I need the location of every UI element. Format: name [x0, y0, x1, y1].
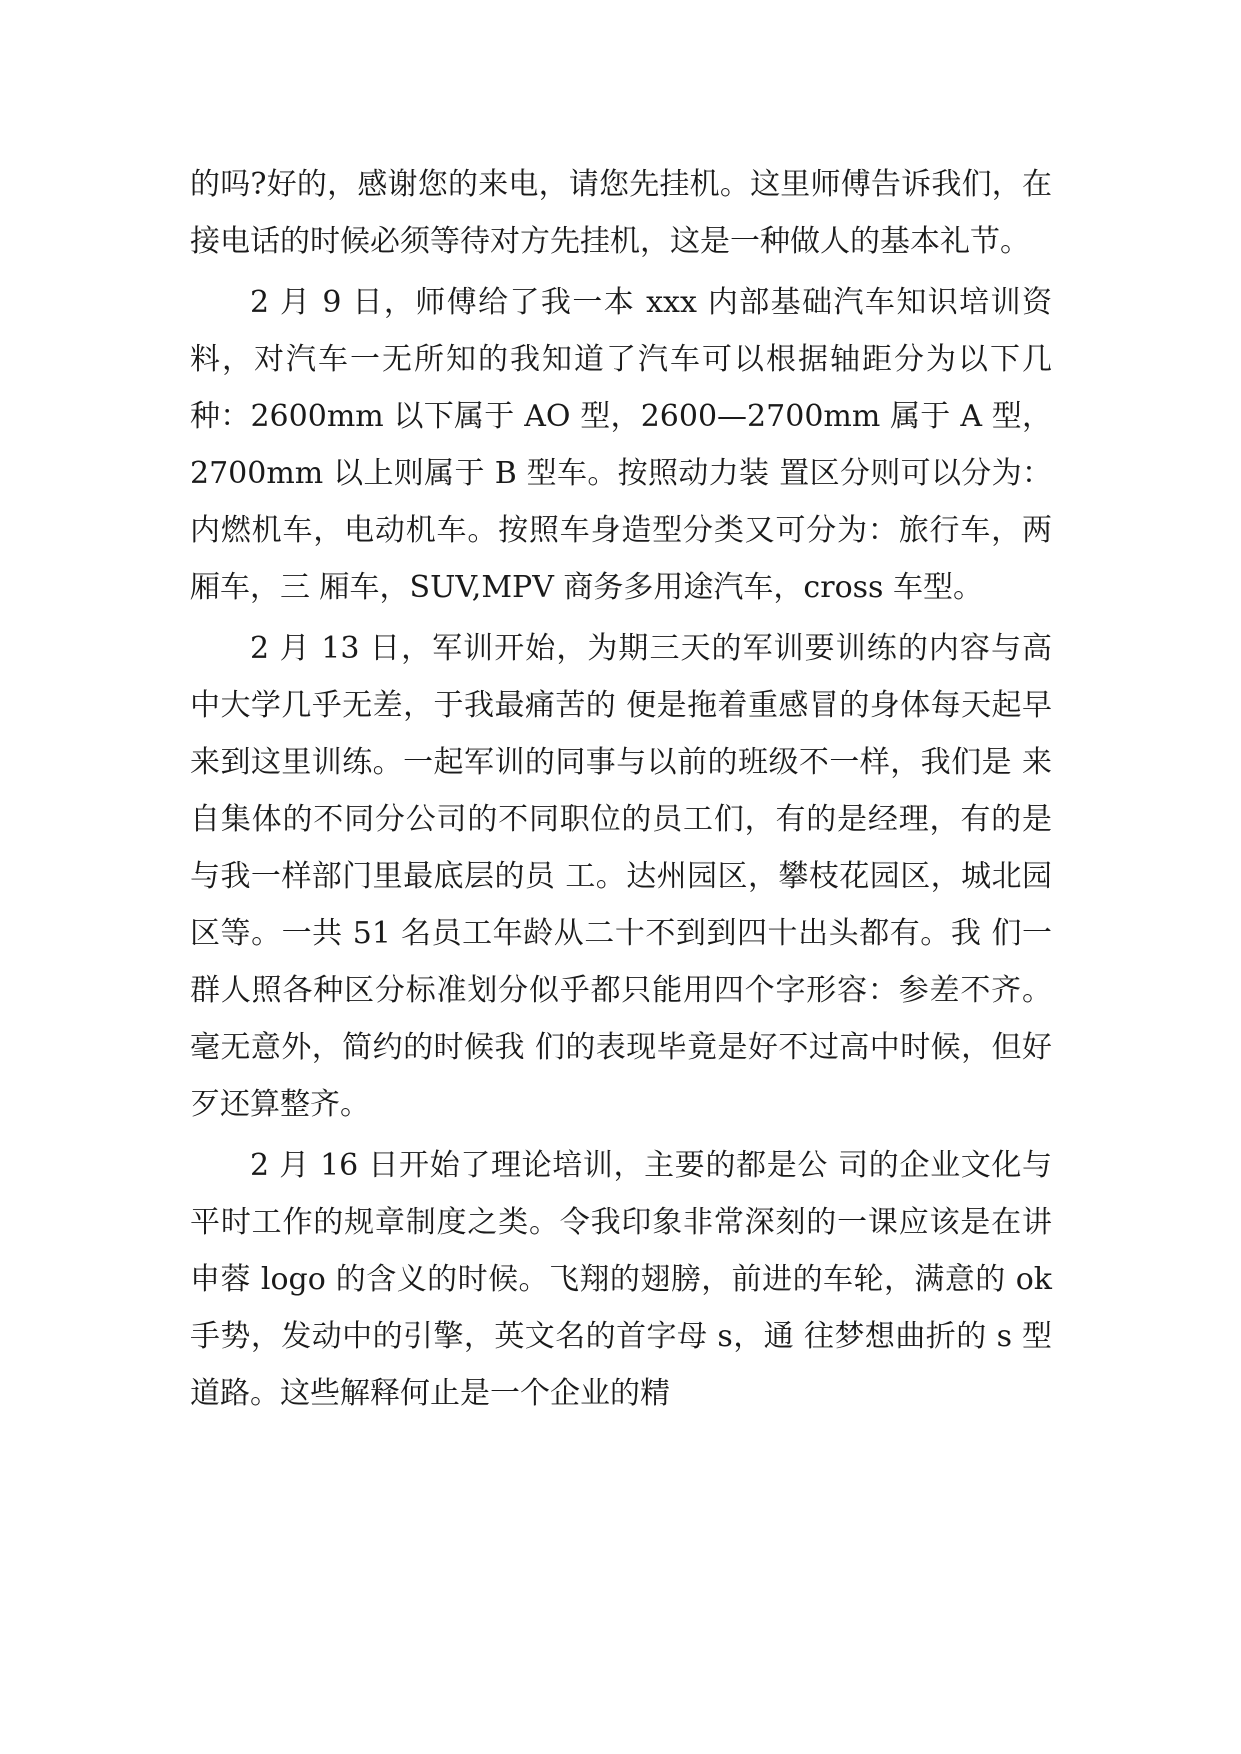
paragraph-2: 2 月 9 日，师傅给了我一本 xxx 内部基础汽车知识培训资料，对汽车一无所知的我知道了汽车可以根据轴距分为以下几种：2600mm 以下属于 AO 型，2600—2700mm 属于 A 型，2700mm 以上则属于 B 型车。按照动力装 置区分则可以分为：内燃机车，电动机车。按照车身造型分类又可分为：旅行车，两厢车，三 厢车，SUV,MPV 商务多用途汽车，cross 车型。: [190, 285, 1052, 605]
paragraph-4: 2 月 16 日开始了理论培训，主要的都是公 司的企业文化与平时工作的规章制度之类。令我印象非常深刻的一课应该是在讲申蓉 logo 的含义的时候。飞翔的翅膀，前进的车轮，满意的 ok 手势，发动中的引擎，英文名的首字母 s，通 往梦想曲折的 s 型道路。这些解释何止是一个企业的精: [190, 1148, 1052, 1411]
document-body: [190, 156, 1052, 1426]
paragraph-3: 2 月 13 日，军训开始，为期三天的军训要训练的内容与高中大学几乎无差，于我最痛苦的 便是拖着重感冒的身体每天起早来到这里训练。一起军训的同事与以前的班级不一样，我们是 来自集体的不同分公司的不同职位的员工们，有的是经理，有的是与我一样部门里最底层的员 工。达州园区，攀枝花园区，城北园区等。一共 51 名员工年龄从二十不到到四十出头都有。我 们一群人照各种区分标准划分似乎都只能用四个字形容：参差不齐。毫无意外，简约的时候我 们的表现毕竟是好不过高中时候，但好歹还算整齐。: [190, 631, 1052, 1122]
paragraph-1: 的吗?好的，感谢您的来电，请您先挂机。这里师傅告诉我们，在接电话的时候必须等待对方先挂机，这是一种做人的基本礼节。: [190, 167, 1052, 259]
